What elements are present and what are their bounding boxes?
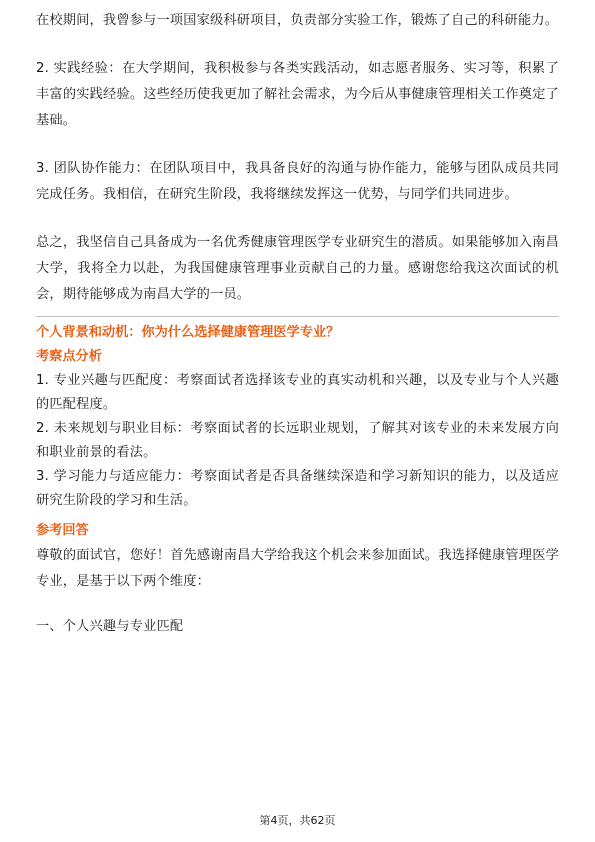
analysis-item: 3. 学习能力与适应能力：考察面试者是否具备继续深造和学习新知识的能力，以及适应研究生阶段的学习和生活。 (36, 469, 559, 508)
question-title: 个人背景和动机：你为什么选择健康管理医学专业？ (36, 325, 340, 340)
analysis-heading: 考察点分析 (36, 349, 102, 364)
page-footer: 第4页，共62页 (259, 814, 336, 827)
paragraph-research: 在校期间，我曾参与一项国家级科研项目，负责部分实验工作，锻炼了自己的科研能力。 (36, 13, 559, 28)
analysis-item: 2. 未来规划与职业目标：考察面试者的长远职业规划，了解其对该专业的未来发展方向和职业前景的看法。 (36, 421, 559, 460)
paragraph-practice-experience: 2. 实践经验：在大学期间，我积极参与各类实践活动，如志愿者服务、实习等，积累了丰富的实践经验。这些经历使我更加了解社会需求，为今后从事健康管理相关工作奠定了基础。 (36, 61, 559, 128)
paragraph-conclusion: 总之，我坚信自己具备成为一名优秀健康管理医学专业研究生的潜质。如果能够加入南昌大学，我将全力以赴，为我国健康管理事业贡献自己的力量。感谢您给我这次面试的机会，期待能够成为南昌大学的一员。 (36, 235, 559, 302)
section-heading-one: 一、个人兴趣与专业匹配 (36, 619, 184, 634)
analysis-item: 1. 专业兴趣与匹配度：考察面试者选择该专业的真实动机和兴趣，以及专业与个人兴趣的匹配程度。 (36, 373, 559, 412)
document-page (36, 8, 559, 639)
answer-heading: 参考回答 (36, 523, 89, 538)
answer-intro: 尊敬的面试官，您好！首先感谢南昌大学给我这个机会来参加面试。我选择健康管理医学专业，是基于以下两个维度： (36, 548, 559, 589)
paragraph-teamwork: 3. 团队协作能力：在团队项目中，我具备良好的沟通与协作能力，能够与团队成员共同完成任务。我相信，在研究生阶段，我将继续发挥这一优势，与同学们共同进步。 (36, 161, 559, 202)
section-divider (36, 316, 559, 317)
